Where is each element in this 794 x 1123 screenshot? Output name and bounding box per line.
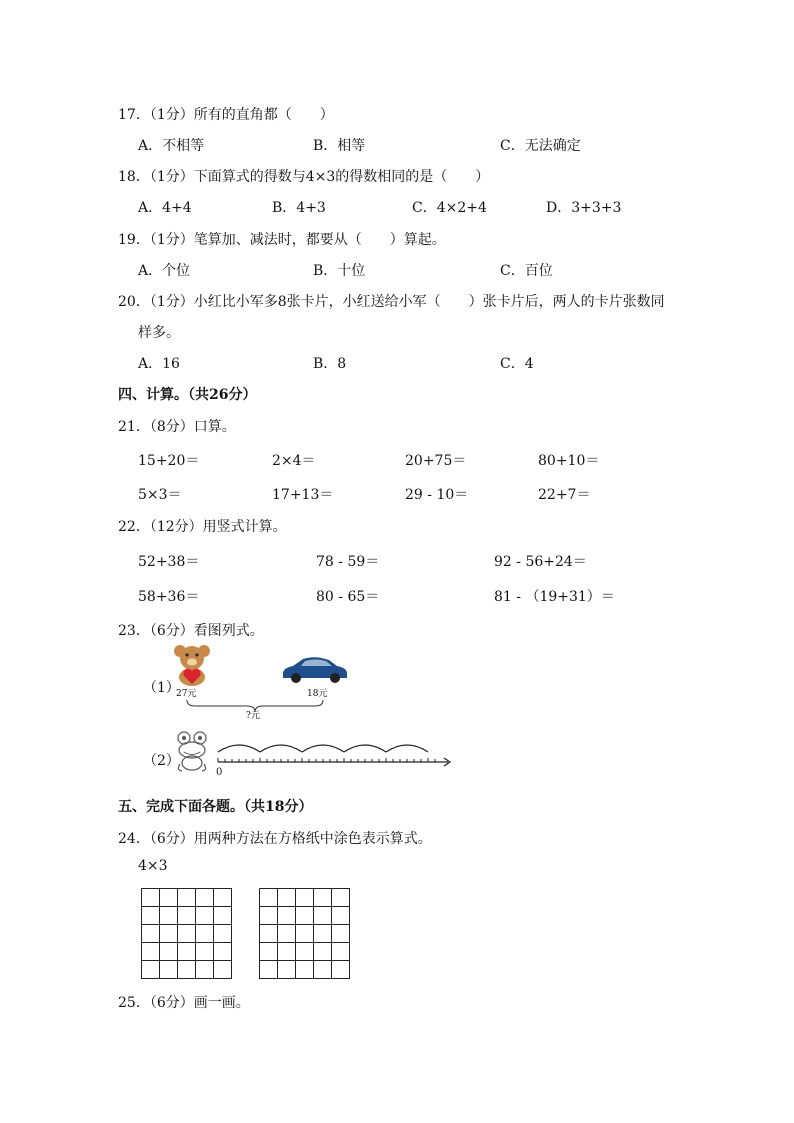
q21-item: 22+7＝ bbox=[538, 487, 591, 503]
q19-option-a[interactable]: A．个位 bbox=[138, 263, 191, 279]
car-icon bbox=[279, 653, 351, 685]
q20-stem: 20．（1分）小红比小军多8张卡片，小红送给小军（ ）张卡片后，两人的卡片张数同 bbox=[118, 294, 665, 310]
q17-option-a[interactable]: A．不相等 bbox=[138, 138, 205, 154]
q20-option-b[interactable]: B．8 bbox=[313, 356, 347, 372]
q21-stem: 21．（8分）口算。 bbox=[118, 419, 236, 435]
q17-option-b[interactable]: B．相等 bbox=[313, 138, 366, 154]
q18-option-a[interactable]: A．4+4 bbox=[138, 200, 192, 216]
section-4-title: 四、计算。（共26分） bbox=[118, 387, 257, 403]
number-line bbox=[214, 734, 454, 774]
q18-option-b[interactable]: B．4+3 bbox=[272, 200, 326, 216]
q18-option-d[interactable]: D．3+3+3 bbox=[546, 200, 622, 216]
q21-item: 5×3＝ bbox=[138, 487, 182, 503]
q21-item: 29 - 10＝ bbox=[405, 487, 469, 503]
q17-option-c[interactable]: C．无法确定 bbox=[500, 138, 581, 154]
q21-item: 80+10＝ bbox=[538, 453, 600, 469]
q20-option-c[interactable]: C．4 bbox=[500, 356, 534, 372]
q23-part2-label: （2） bbox=[143, 753, 180, 769]
q22-item: 80 - 65＝ bbox=[316, 589, 380, 605]
q20-option-a[interactable]: A．16 bbox=[138, 356, 180, 372]
q17-stem: 17．（1分）所有的直角都（ ） bbox=[118, 107, 334, 123]
q21-item: 15+20＝ bbox=[138, 453, 200, 469]
q19-stem: 19．（1分）笔算加、减法时，都要从（ ）算起。 bbox=[118, 232, 446, 248]
q18-stem: 18．（1分）下面算式的得数与4×3的得数相同的是（ ） bbox=[118, 169, 490, 185]
section-5-title: 五、完成下面各题。（共18分） bbox=[118, 799, 313, 815]
q19-option-c[interactable]: C．百位 bbox=[500, 263, 553, 279]
q24-expression: 4×3 bbox=[138, 858, 168, 874]
car-price: 18元 bbox=[307, 689, 328, 699]
q22-item: 81 - （19+31）＝ bbox=[494, 589, 615, 605]
number-line-zero: 0 bbox=[216, 767, 223, 778]
q21-item: 17+13＝ bbox=[272, 487, 334, 503]
q23-part1-label: （1） bbox=[143, 680, 180, 696]
grid-right[interactable] bbox=[259, 888, 352, 981]
bear-price: 27元 bbox=[176, 689, 197, 699]
grid-left[interactable] bbox=[141, 888, 234, 981]
q22-stem: 22．（12分）用竖式计算。 bbox=[118, 519, 287, 535]
q23-stem: 23．（6分）看图列式。 bbox=[118, 623, 264, 639]
q21-item: 2×4＝ bbox=[272, 453, 316, 469]
q22-item: 78 - 59＝ bbox=[316, 554, 380, 570]
q20-stem-cont: 样多。 bbox=[138, 325, 180, 341]
q19-option-b[interactable]: B．十位 bbox=[313, 263, 366, 279]
teddy-bear-icon bbox=[172, 644, 212, 686]
q18-option-c[interactable]: C．4×2+4 bbox=[412, 200, 487, 216]
total-price: ?元 bbox=[246, 711, 260, 721]
q22-item: 52+38＝ bbox=[138, 554, 200, 570]
q25-stem: 25．（6分）画一画。 bbox=[118, 995, 250, 1011]
q22-item: 58+36＝ bbox=[138, 589, 200, 605]
q21-item: 20+75＝ bbox=[405, 453, 467, 469]
q22-item: 92 - 56+24＝ bbox=[494, 554, 587, 570]
frog-icon bbox=[174, 730, 210, 772]
q24-stem: 24．（6分）用两种方法在方格纸中涂色表示算式。 bbox=[118, 831, 432, 847]
